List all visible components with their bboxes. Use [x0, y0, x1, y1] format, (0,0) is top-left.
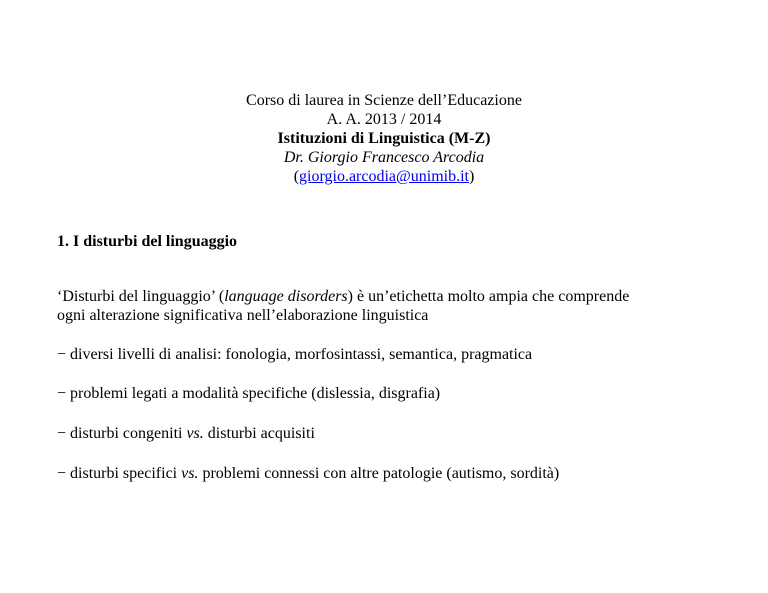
bullet-specific-end: problemi connessi con altre patologie (autismo, sordità) — [198, 465, 560, 482]
email-line — [0, 167, 768, 186]
intro-text-end: ) è un’etichetta molto ampia che comprende — [347, 288, 630, 305]
intro-term: language disorders — [224, 288, 348, 305]
bullet-specific-vs: vs. — [181, 465, 199, 482]
course-name: Corso di laurea in Scienze dell’Educazione — [246, 92, 522, 109]
intro-line-1 — [57, 287, 737, 306]
bullet-congenital-end: disturbi acquisiti — [203, 425, 315, 442]
document-header — [0, 91, 768, 186]
email-link[interactable]: giorgio.arcodia@unimib.it — [299, 168, 469, 185]
academic-year: A. A. 2013 / 2014 — [326, 111, 442, 128]
email-close-paren: ) — [468, 168, 475, 185]
intro-line-2: ogni alterazione significativa nell’elaborazione linguistica — [57, 307, 429, 324]
bullet-modalities: − problemi legati a modalità specifiche (dislessia, disgrafia) — [57, 385, 441, 402]
section-heading: 1. I disturbi del linguaggio — [57, 233, 238, 250]
email-open-paren: ( — [293, 168, 300, 185]
lecturer-name: Dr. Giorgio Francesco Arcodia — [283, 149, 485, 166]
bullet-congenital-vs: vs. — [186, 425, 204, 442]
bullet-congenital-start: − disturbi congeniti — [57, 425, 187, 442]
bullet-levels: − diversi livelli di analisi: fonologia, morfosintassi, semantica, pragmatica — [57, 346, 533, 363]
bullet-congenital — [57, 424, 315, 443]
intro-text-start: ‘Disturbi del linguaggio’ ( — [57, 288, 225, 305]
bullet-specific — [57, 464, 559, 483]
subject-title: Istituzioni di Linguistica (M-Z) — [277, 130, 491, 147]
intro-paragraph — [57, 287, 737, 325]
bullet-specific-start: − disturbi specifici — [57, 465, 182, 482]
